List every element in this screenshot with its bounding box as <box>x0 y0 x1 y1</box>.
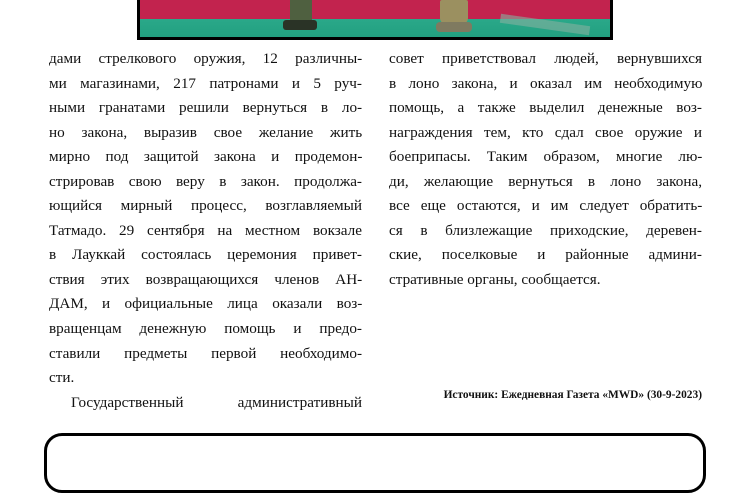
text-line: мирно под защитой закона и продемон- <box>49 148 363 166</box>
text-line: помощь, а также выделил денежные воз- <box>389 99 702 117</box>
article-column-right <box>389 47 702 292</box>
photo-floor-item <box>500 14 590 35</box>
text-line: в лоно закона, и оказал им необходимую <box>389 74 703 92</box>
photo-figure-uniform <box>290 0 312 22</box>
text-line: Татмадо. 29 сентября на местном вокзале <box>49 221 362 239</box>
text-line: ми магазинами, 217 патронами и 5 руч- <box>49 74 362 92</box>
next-section-frame <box>44 433 706 493</box>
text-line: стрировав свою веру в закон. продолжа- <box>49 172 362 190</box>
text-line: в Лауккай состоялась церемония привет- <box>49 246 362 264</box>
photo-figure-boots <box>283 20 317 30</box>
text-line: дами стрелкового оружия, 12 различны- <box>49 50 363 67</box>
source-citation: Источник: Ежедневная Газета «MWD» (30-9-2023) <box>443 389 702 401</box>
text-line: но закона, выразив свое желание жить <box>49 123 363 141</box>
text-line: Государственный административный <box>71 393 362 411</box>
text-line: вращенцам денежную помощь и предо- <box>49 320 362 338</box>
text-line: сти. <box>49 369 75 387</box>
text-line: ствия этих возвращающихся членов АН- <box>49 270 363 288</box>
text-line: ся в близлежащие приходские, деревен- <box>389 221 702 239</box>
photo-figure-second-boots <box>436 22 472 32</box>
text-line: стративные органы, сообщается. <box>389 270 601 288</box>
text-line: ющийся мирный процесс, возглавляемый <box>49 197 362 215</box>
photo-figure-second <box>440 0 468 24</box>
text-line: ские, поселковые и районные админи- <box>389 246 702 264</box>
text-line: ными гранатами решили вернуться в ло- <box>49 99 363 117</box>
text-line: ставили предметы первой необходимо- <box>49 344 363 362</box>
text-line: ди, желающие вернуться в лоно закона, <box>389 172 702 190</box>
text-line: ДАМ, и официальные лица оказали воз- <box>49 295 363 313</box>
article-photo <box>137 0 613 40</box>
text-line: все еще остаются, и им следует обратить- <box>389 197 703 215</box>
text-line: награждения тем, кто сдал свое оружие и <box>389 123 702 141</box>
article-column-left <box>49 47 362 415</box>
text-line: боеприпасы. Таким образом, многие лю- <box>389 148 703 166</box>
text-line: совет приветствовал людей, вернувшихся <box>389 50 702 67</box>
